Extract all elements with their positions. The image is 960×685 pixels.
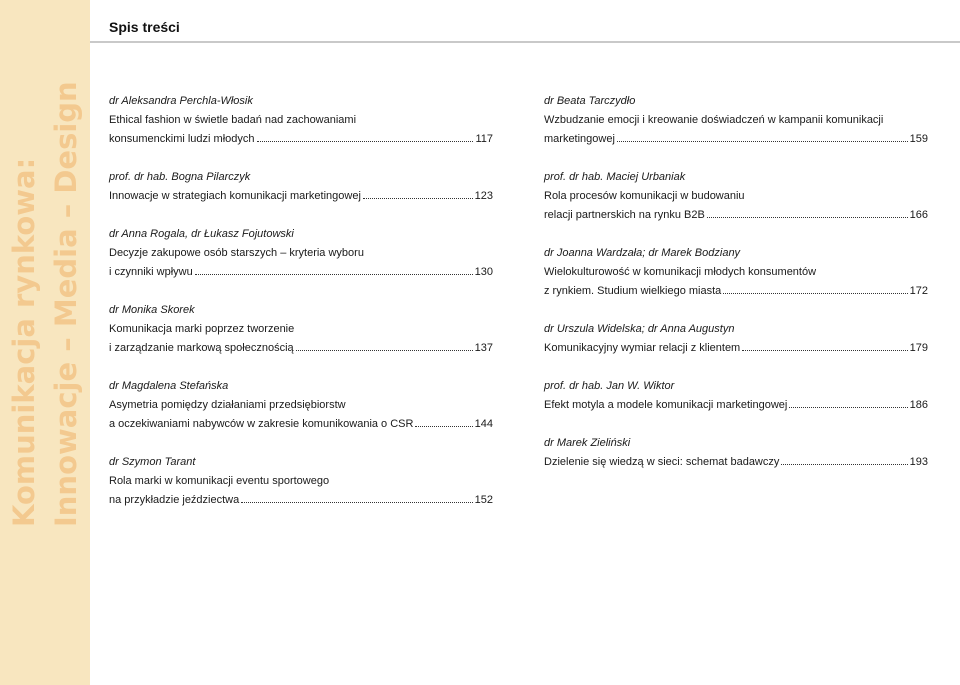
entry-spacer bbox=[544, 301, 928, 320]
entry-title-last-line bbox=[544, 206, 928, 225]
dot-leader bbox=[363, 189, 473, 199]
toc-entry[interactable] bbox=[109, 377, 493, 434]
page-number: 152 bbox=[474, 494, 493, 506]
entry-spacer bbox=[109, 149, 493, 168]
toc-entry[interactable] bbox=[109, 225, 493, 282]
entry-title-line: i zarządzanie markową społecznością bbox=[109, 342, 294, 354]
entry-title-line: a oczekiwaniami nabywców w zakresie komunikowania o CSR bbox=[109, 418, 414, 430]
entry-title-line: Komunikacyjny wymiar relacji z klientem bbox=[544, 342, 741, 354]
entry-title-last-line bbox=[109, 187, 493, 206]
entry-spacer bbox=[544, 358, 928, 377]
dot-leader bbox=[707, 208, 908, 218]
entry-title-last-line bbox=[109, 339, 493, 358]
entry-title-line: Decyzje zakupowe osób starszych – kryteria wyboru bbox=[109, 247, 364, 259]
entry-title-line: Efekt motyla a modele komunikacji marketingowej bbox=[544, 399, 788, 411]
toc-entry[interactable] bbox=[544, 92, 928, 149]
entry-author: dr Marek Zieliński bbox=[544, 437, 631, 449]
dot-leader bbox=[296, 341, 473, 351]
book-spine-title bbox=[0, 0, 90, 685]
entry-title-line: Innowacje w strategiach komunikacji marketingowej bbox=[109, 190, 361, 202]
entry-title-line: marketingowej bbox=[544, 133, 615, 145]
entry-author: dr Anna Rogala, dr Łukasz Fojutowski bbox=[109, 228, 294, 240]
entry-author: prof. dr hab. Bogna Pilarczyk bbox=[109, 171, 251, 183]
entry-title-line: relacji partnerskich na rynku B2B bbox=[544, 209, 705, 221]
spine-title-line1: Komunikacja rynkowa: bbox=[7, 157, 41, 527]
toc-entry[interactable] bbox=[109, 453, 493, 510]
page-number: 193 bbox=[909, 456, 928, 468]
entry-title-last-line bbox=[109, 130, 493, 149]
page-number: 166 bbox=[909, 209, 928, 221]
toc-entry[interactable] bbox=[109, 301, 493, 358]
page-number: 144 bbox=[474, 418, 493, 430]
page-title: Spis treści bbox=[109, 19, 180, 35]
entry-spacer bbox=[544, 225, 928, 244]
toc-left-column bbox=[109, 92, 493, 510]
entry-author: dr Monika Skorek bbox=[109, 304, 195, 316]
page-number: 137 bbox=[474, 342, 493, 354]
page-number: 179 bbox=[909, 342, 928, 354]
dot-leader bbox=[241, 493, 472, 503]
dot-leader bbox=[781, 455, 907, 465]
entry-title-line: Rola marki w komunikacji eventu sportowego bbox=[109, 475, 330, 487]
entry-spacer bbox=[544, 415, 928, 434]
entry-title-last-line bbox=[544, 130, 928, 149]
entry-author: prof. dr hab. Maciej Urbaniak bbox=[544, 171, 686, 183]
entry-title-line: z rynkiem. Studium wielkiego miasta bbox=[544, 285, 722, 297]
entry-spacer bbox=[109, 206, 493, 225]
toc-entry[interactable] bbox=[544, 168, 928, 225]
dot-leader bbox=[723, 284, 907, 294]
dot-leader bbox=[195, 265, 473, 275]
entry-title-line: Ethical fashion w świetle badań nad zachowaniami bbox=[109, 114, 357, 126]
dot-leader bbox=[742, 341, 907, 351]
entry-title-last-line bbox=[109, 263, 493, 282]
entry-author: dr Aleksandra Perchla-Włosik bbox=[109, 95, 253, 107]
entry-title-last-line bbox=[544, 396, 928, 415]
page-number: 172 bbox=[909, 285, 928, 297]
dot-leader bbox=[257, 132, 474, 142]
entry-title-line: Wielokulturowość w komunikacji młodych konsumentów bbox=[544, 266, 817, 278]
toc-entry[interactable] bbox=[109, 168, 493, 206]
entry-title-line: Rola procesów komunikacji w budowaniu bbox=[544, 190, 745, 202]
page-number: 123 bbox=[474, 190, 493, 202]
entry-title-last-line bbox=[109, 491, 493, 510]
page-number: 130 bbox=[474, 266, 493, 278]
entry-author: dr Szymon Tarant bbox=[109, 456, 196, 468]
toc-entry[interactable] bbox=[544, 377, 928, 415]
entry-title-line: na przykładzie jeździectwa bbox=[109, 494, 240, 506]
toc-entry[interactable] bbox=[544, 434, 928, 472]
entry-author: prof. dr hab. Jan W. Wiktor bbox=[544, 380, 675, 392]
entry-spacer bbox=[109, 282, 493, 301]
entry-title-last-line bbox=[544, 339, 928, 358]
entry-author: dr Urszula Widelska; dr Anna Augustyn bbox=[544, 323, 735, 335]
page-number: 117 bbox=[475, 133, 493, 145]
entry-title-line: Dzielenie się wiedzą w sieci: schemat badawczy bbox=[544, 456, 780, 468]
toc-right-column bbox=[544, 92, 928, 472]
entry-author: dr Magdalena Stefańska bbox=[109, 380, 229, 392]
entry-author: dr Beata Tarczydło bbox=[544, 95, 636, 107]
dot-leader bbox=[415, 417, 472, 427]
entry-title-last-line bbox=[109, 415, 493, 434]
entry-spacer bbox=[109, 358, 493, 377]
dot-leader bbox=[789, 398, 907, 408]
entry-title-line: konsumenckimi ludzi młodych bbox=[109, 133, 255, 145]
dot-leader bbox=[617, 132, 908, 142]
page-number: 186 bbox=[909, 399, 928, 411]
entry-title-line: i czynniki wpływu bbox=[109, 266, 193, 278]
entry-spacer bbox=[544, 149, 928, 168]
entry-spacer bbox=[109, 434, 493, 453]
entry-author: dr Joanna Wardzała; dr Marek Bodziany bbox=[544, 247, 741, 259]
entry-title-last-line bbox=[544, 453, 928, 472]
toc-entry[interactable] bbox=[544, 244, 928, 301]
spine-title-line2: Innowacje – Media – Design bbox=[49, 81, 83, 527]
entry-title-line: Wzbudzanie emocji i kreowanie doświadczeń w kampanii komunikacji bbox=[544, 114, 884, 126]
toc-entry[interactable] bbox=[544, 320, 928, 358]
entry-title-line: Komunikacja marki poprzez tworzenie bbox=[109, 323, 295, 335]
header-divider bbox=[90, 41, 960, 43]
entry-title-last-line bbox=[544, 282, 928, 301]
toc-entry[interactable] bbox=[109, 92, 493, 149]
entry-title-line: Asymetria pomiędzy działaniami przedsiębiorstw bbox=[109, 399, 346, 411]
page-number: 159 bbox=[909, 133, 928, 145]
